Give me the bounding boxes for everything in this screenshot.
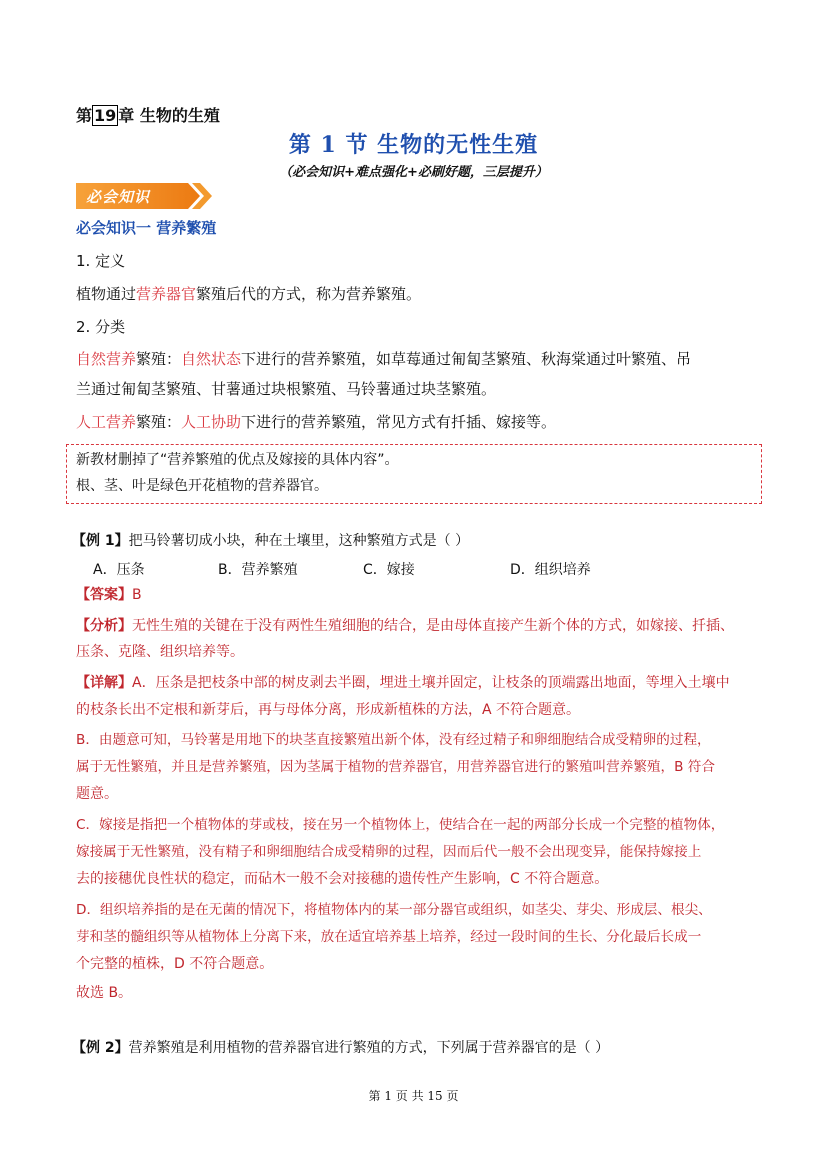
detail-b-line2: 属于无性繁殖，并且是营养繁殖，因为茎属于植物的营养器官，用营养器官进行的繁殖叫营养繁殖，B 符合 [76,759,715,775]
option-c: C．嫁接 [363,562,415,578]
definition-text: 植物通过营养器官繁殖后代的方式，称为营养繁殖。 [76,285,422,303]
badge-label: 必会知识 [86,188,151,206]
analysis-line2: 压条、克隆、组织培养等。 [76,644,244,660]
section-subtitle: （必会知识+难点强化+必刷好题，三层提升） [279,165,548,180]
definition-label: 1. 定义 [76,252,126,270]
note-line2: 根、茎、叶是绿色开花植物的营养器官。 [76,478,328,494]
section-title: 第 1 节 生物的无性生殖 [288,132,539,158]
detail-d-line2: 芽和茎的髓组织等从植物体上分离下来，放在适宜培养基上培养，经过一段时间的生长、分化最后长成一 [76,929,702,945]
note-line1: 新教材删掉了“营养繁殖的优点及嫁接的具体内容”。 [76,452,399,468]
detail-d-line1: D．组织培养指的是在无菌的情况下，将植物体内的某一部分器官或组织，如茎尖、芽尖、形成层、根尖、 [76,902,712,918]
artificial-propagation-line: 人工营养繁殖：人工协助下进行的营养繁殖，常见方式有扦插、嫁接等。 [76,413,557,431]
option-a: A．压条 [93,562,145,578]
example2-question: 【例 2】营养繁殖是利用植物的营养器官进行繁殖的方式，下列属于营养器官的是（ ） [72,1040,610,1056]
chapter-title: 第 19 章 生物的生殖 [76,106,220,125]
option-b: B．营养繁殖 [218,562,298,578]
detail-d-line3: 个完整的植株，D 不符合题意。 [76,956,274,972]
conclusion-line: 故选 B。 [76,985,133,1001]
page-footer: 第 1 页 共 15 页 [368,1089,459,1103]
example1-question: 【例 1】把马铃薯切成小块，种在土壤里，这种繁殖方式是（ ） [72,533,470,549]
detail-b-line1: B．由题意可知，马铃薯是用地下的块茎直接繁殖出新个体，没有经过精子和卵细胞结合成受精卵的过程， [76,732,711,748]
knowledge-heading: 必会知识一 营养繁殖 [76,219,217,237]
detail-c-line3: 去的接穗优良性状的稳定，而砧木一般不会对接穗的遗传性产生影响，C 不符合题意。 [76,871,609,887]
chapter-number: 19 [94,106,117,125]
detail-c-line1: C．嫁接是指把一个植物体的芽或枝，接在另一个植物体上，使结合在一起的两部分长成一个完整的植物体， [76,817,725,833]
detail-b-line3: 题意。 [76,786,118,802]
option-d: D．组织培养 [510,562,591,578]
classification-label: 2. 分类 [76,318,126,336]
detail-a-line2: 的枝条长出不定根和新芽后，再与母体分离，形成新植株的方法，A 不符合题意。 [76,702,581,718]
analysis-line1: 【分析】无性生殖的关键在于没有两性生殖细胞的结合，是由母体直接产生新个体的方式，如嫁接、扦插、 [76,618,734,634]
detail-a-line1: 【详解】A．压条是把枝条中部的树皮剥去半圈，埋进土壤并固定，让枝条的顶端露出地面，等埋入土壤中 [76,675,730,691]
answer-line: 【答案】B [76,587,142,603]
natural-propagation-line2: 兰通过匍匐茎繁殖、甘薯通过块根繁殖、马铃薯通过块茎繁殖。 [76,380,497,398]
knowledge-badge [76,183,216,209]
detail-c-line2: 嫁接属于无性繁殖，没有精子和卵细胞结合成受精卵的过程，因而后代一般不会出现变异，能保持嫁接上 [76,844,702,860]
natural-propagation-line1: 自然营养繁殖：自然状态下进行的营养繁殖，如草莓通过匍匐茎繁殖、秋海棠通过叶繁殖、吊 [76,350,692,368]
